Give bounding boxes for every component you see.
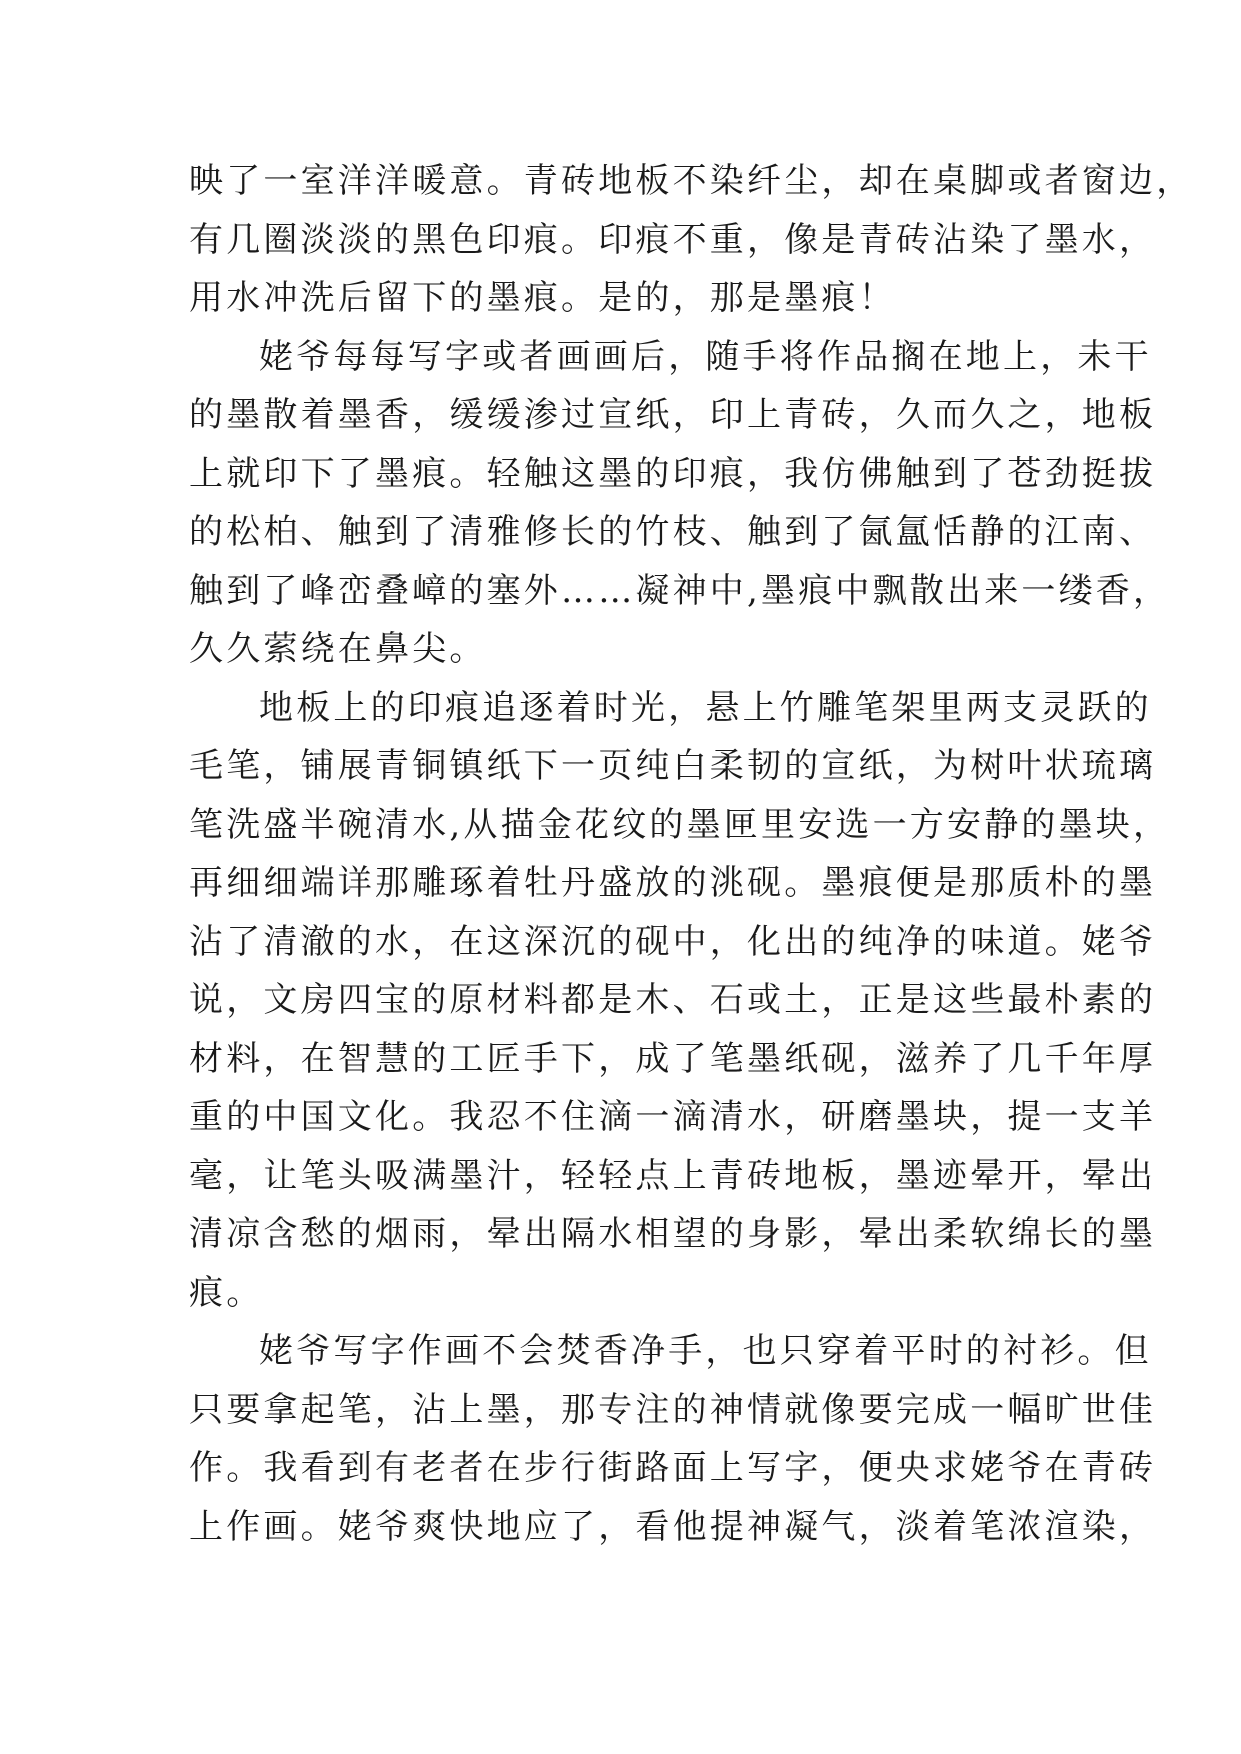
text-line: 重的中国文化。我忍不住滴一滴清水，研磨墨块，提一支羊 bbox=[189, 1097, 1157, 1137]
text-line: 有几圈淡淡的黑色印痕。印痕不重，像是青砖沾染了墨水， bbox=[189, 219, 1157, 260]
paragraph-first-line: 姥爷每每写字或者画画后，随手将作品搁在地上，未干 bbox=[259, 336, 1152, 377]
text-line: 触到了峰峦叠嶂的塞外……凝神中,墨痕中飘散出来一缕香， bbox=[189, 570, 1171, 611]
text-line: 的墨散着墨香，缓缓渗过宣纸，印上青砖，久而久之，地板 bbox=[189, 395, 1157, 435]
paragraph-first-line: 姥爷写字作画不会焚香净手，也只穿着平时的衬衫。但 bbox=[259, 1331, 1152, 1371]
text-line: 痕。 bbox=[189, 1272, 264, 1313]
paragraph-first-line: 地板上的印痕追逐着时光，悬上竹雕笔架里两支灵跃的 bbox=[259, 687, 1152, 728]
text-line: 久久萦绕在鼻尖。 bbox=[189, 629, 487, 669]
text-line: 毛笔，铺展青铜镇纸下一页纯白柔韧的宣纸，为树叶状琉璃 bbox=[189, 746, 1157, 786]
text-line: 用水冲洗后留下的墨痕。是的，那是墨痕！ bbox=[189, 278, 896, 318]
text-line: 再细细端详那雕琢着牡丹盛放的洮砚。墨痕便是那质朴的墨 bbox=[189, 863, 1157, 903]
text-line: 只要拿起笔，沾上墨，那专注的神情就像要完成一幅旷世佳 bbox=[189, 1389, 1157, 1430]
text-line: 作。我看到有老者在步行街路面上写字，便央求姥爷在青砖 bbox=[189, 1448, 1157, 1488]
text-line: 沾了清澈的水，在这深沉的砚中，化出的纯净的味道。姥爷 bbox=[189, 921, 1157, 962]
text-line: 说，文房四宝的原材料都是木、石或土，正是这些最朴素的 bbox=[189, 980, 1157, 1020]
text-line: 的松柏、触到了清雅修长的竹枝、触到了氤氲恬静的江南、 bbox=[189, 512, 1157, 552]
text-line: 映了一室洋洋暖意。青砖地板不染纤尘，却在桌脚或者窗边， bbox=[189, 161, 1194, 201]
text-line: 毫，让笔头吸满墨汁，轻轻点上青砖地板，墨迹晕开，晕出 bbox=[189, 1155, 1157, 1196]
text-line: 上作画。姥爷爽快地应了，看他提神凝气，淡着笔浓渲染， bbox=[189, 1506, 1157, 1547]
text-line: 笔洗盛半碗清水,从描金花纹的墨匣里安选一方安静的墨块， bbox=[189, 804, 1171, 845]
text-line: 上就印下了墨痕。轻触这墨的印痕，我仿佛触到了苍劲挺拔 bbox=[189, 453, 1157, 494]
text-line: 清凉含愁的烟雨，晕出隔水相望的身影，晕出柔软绵长的墨 bbox=[189, 1214, 1157, 1254]
document-body bbox=[189, 152, 1194, 1556]
text-line: 材料，在智慧的工匠手下，成了笔墨纸砚，滋养了几千年厚 bbox=[189, 1038, 1157, 1079]
